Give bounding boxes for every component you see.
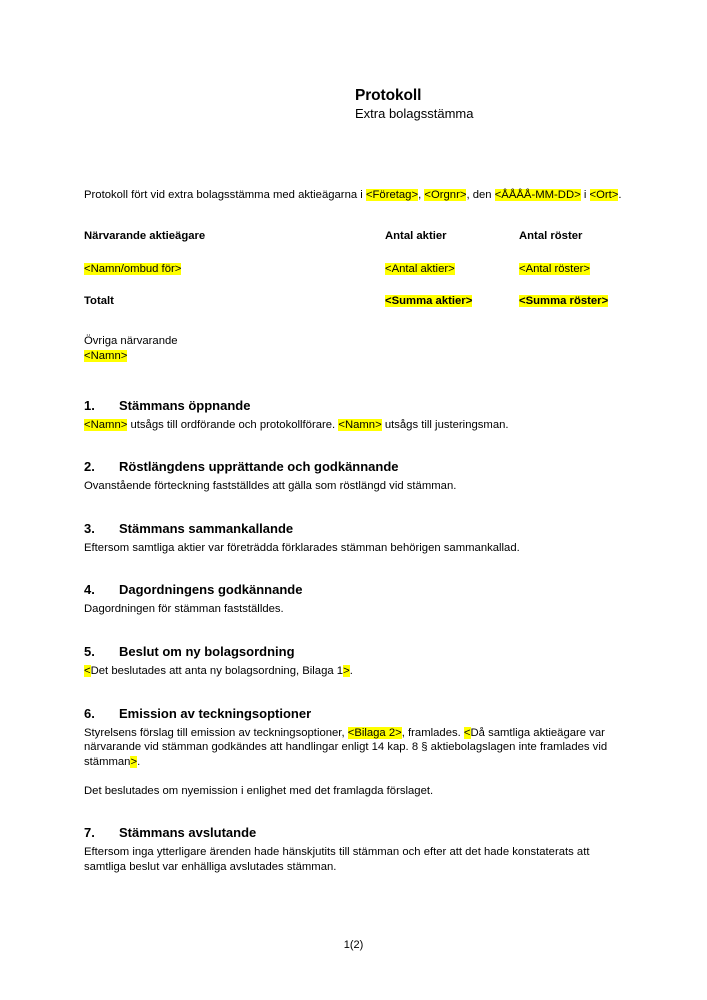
intro-paragraph [84, 188, 624, 203]
placeholder-date: <ÅÅÅÅ-MM-DD> [494, 189, 581, 201]
document-title-block [355, 86, 474, 122]
intro-text-4: i [580, 189, 590, 201]
section-7-title: Stämmans avslutande [119, 825, 257, 841]
attendance-table [84, 229, 624, 309]
section-2-heading [84, 458, 624, 475]
section-7-heading [84, 824, 624, 841]
column-header-shares: Antal aktier [385, 229, 447, 242]
intro-text-1: Protokoll fört vid extra bolagsstämma med aktieägarna i [84, 189, 366, 201]
section-4-body [84, 602, 624, 617]
section-1-text-2: utsågs till justeringsman. [381, 418, 509, 431]
placeholder-company: <Företag> [365, 189, 419, 201]
section-4-title: Dagordningens godkännande [119, 582, 303, 598]
section-6 [84, 705, 624, 799]
bracket-close: > [343, 664, 350, 677]
placeholder-votes-count: <Antal röster> [519, 263, 590, 276]
section-1-body [84, 418, 624, 433]
section-6-title: Emission av teckningsoptioner [119, 705, 312, 721]
section-2-number: 2. [84, 459, 95, 475]
section-1-title: Stämmans öppnande [119, 397, 251, 413]
column-header-votes: Antal röster [519, 229, 583, 242]
section-6-text-2: , framlades. [401, 726, 464, 739]
section-5-trailing: . [349, 664, 353, 677]
intro-text-3: , den [466, 189, 495, 201]
section-3 [84, 520, 624, 556]
column-header-name: Närvarande aktieägare [84, 229, 206, 242]
other-attendees-block [84, 334, 624, 363]
section-7-paragraph: Eftersom inga ytterligare ärenden hade hänskjutits till stämman och efter att det hade konstaterats att samtliga beslut var enhälliga avslutades stämman. [84, 846, 590, 873]
section-1-heading [84, 397, 624, 414]
other-attendees-label: Övriga närvarande [84, 335, 178, 348]
section-1-number: 1. [84, 397, 95, 413]
section-1-text-1: utsågs till ordförande och protokollförare. [127, 418, 339, 431]
section-3-body [84, 541, 624, 556]
placeholder-place: <Ort> [589, 189, 619, 201]
document-body [84, 188, 624, 875]
table-row [84, 262, 624, 294]
section-6-text-3: Då samtliga aktieägare var närvarande vid stämman godkändes att handlingar enligt 14 kap. 8 § aktiebolagslagen inte framlades vid stämman [84, 726, 608, 768]
section-5-heading [84, 643, 624, 660]
section-2-paragraph: Ovanstående förteckning fastställdes att gälla som röstlängd vid stämman. [84, 480, 457, 493]
section-7-body [84, 845, 624, 874]
placeholder-adjuster-name: <Namn> [338, 418, 382, 431]
section-6-heading [84, 705, 624, 722]
table-header-row [84, 229, 624, 263]
placeholder-orgnr: <Orgnr> [424, 189, 467, 201]
section-4-paragraph: Dagordningen för stämman fastställdes. [84, 603, 284, 616]
placeholder-shareholder-name: <Namn/ombud för> [84, 263, 182, 276]
placeholder-chairman-name: <Namn> [84, 418, 128, 431]
intro-text-2: , [418, 189, 425, 201]
page-title: Protokoll [355, 87, 422, 104]
section-5-body [84, 664, 624, 679]
section-1 [84, 397, 624, 433]
section-6-body [84, 726, 624, 799]
section-7-number: 7. [84, 825, 95, 841]
section-3-paragraph: Eftersom samtliga aktier var företrädda förklarades stämman behörigen sammankallad. [84, 541, 520, 554]
section-4 [84, 581, 624, 617]
section-4-heading [84, 581, 624, 598]
section-3-title: Stämmans sammankallande [119, 520, 294, 536]
placeholder-shares-count: <Antal aktier> [385, 263, 455, 276]
section-5-title: Beslut om ny bolagsordning [119, 643, 295, 659]
bracket-close: > [130, 755, 138, 768]
section-2-body [84, 479, 624, 494]
section-3-heading [84, 520, 624, 537]
intro-text-5: . [618, 189, 622, 201]
section-5 [84, 643, 624, 679]
section-3-number: 3. [84, 520, 95, 536]
total-label: Totalt [84, 294, 114, 307]
placeholder-bilaga-2: <Bilaga 2> [347, 726, 402, 739]
placeholder-other-name: <Namn> [84, 349, 128, 362]
section-4-number: 4. [84, 582, 95, 598]
section-5-number: 5. [84, 643, 95, 659]
section-7 [84, 824, 624, 874]
section-6-number: 6. [84, 705, 95, 721]
placeholder-total-shares: <Summa aktier> [385, 294, 473, 307]
page-subtitle: Extra bolagsstämma [355, 106, 474, 121]
section-6-text-1: Styrelsens förslag till emission av teckningsoptioner, [84, 726, 348, 739]
bracket-open: < [463, 726, 471, 739]
section-2-title: Röstlängdens upprättande och godkännande [119, 459, 399, 475]
table-total-row [84, 294, 624, 309]
section-6-trailing: . [137, 755, 141, 768]
section-6-paragraph-2: Det beslutades om nyemission i enlighet med det framlagda förslaget. [84, 784, 434, 797]
footer-page-number: 1(2) [343, 939, 364, 951]
bracket-open: < [84, 664, 91, 677]
placeholder-total-votes: <Summa röster> [519, 294, 609, 307]
section-2 [84, 458, 624, 494]
section-5-text: Det beslutades att anta ny bolagsordning, Bilaga 1 [90, 664, 344, 677]
